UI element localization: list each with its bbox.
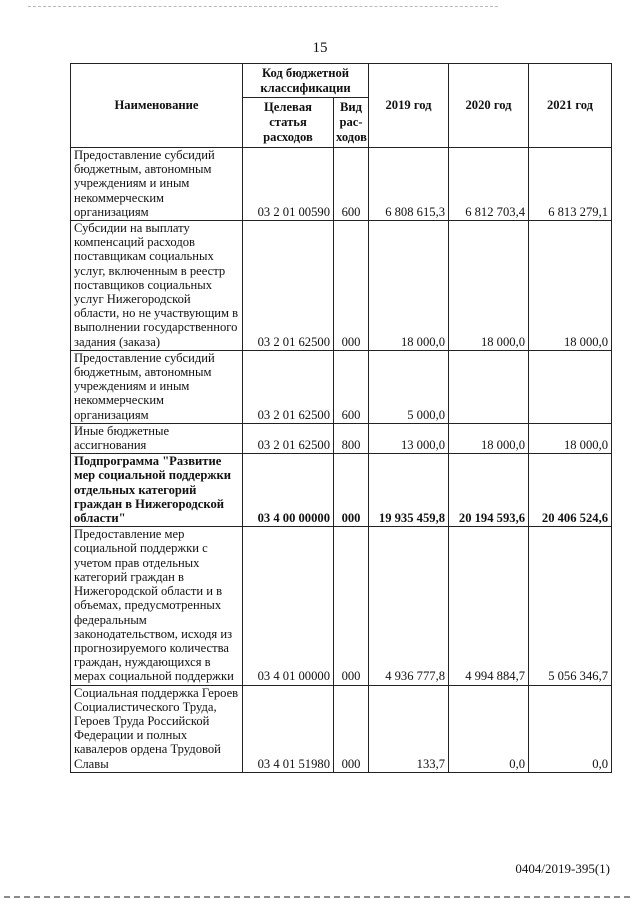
row-kind: 600 [334, 148, 369, 221]
header-year-2020: 2020 год [449, 64, 529, 148]
row-name: Предоставление субсидий бюджетным, автономным учреждениям и иным некоммерческим организациям [71, 148, 243, 221]
header-year-2019: 2019 год [369, 64, 449, 148]
header-code-target: Целевая статья расходов [243, 98, 334, 148]
header-code-kind: Вид рас-ходов [334, 98, 369, 148]
scan-edge-bottom [4, 896, 630, 898]
row-2019: 5 000,0 [369, 350, 449, 423]
row-kind: 000 [334, 527, 369, 685]
row-2020 [449, 350, 529, 423]
row-2020: 20 194 593,6 [449, 454, 529, 527]
row-2019: 4 936 777,8 [369, 527, 449, 685]
table-row [71, 685, 612, 772]
header-row [71, 64, 612, 98]
table-row [71, 350, 612, 423]
row-2021: 18 000,0 [529, 423, 612, 453]
row-code: 03 2 01 62500 [243, 423, 334, 453]
row-2021 [529, 350, 612, 423]
row-2020: 18 000,0 [449, 221, 529, 351]
row-code: 03 2 01 62500 [243, 221, 334, 351]
row-code: 03 4 01 51980 [243, 685, 334, 772]
row-name: Предоставление субсидий бюджетным, автономным учреждениям и иным некоммерческим организациям [71, 350, 243, 423]
row-2020: 6 812 703,4 [449, 148, 529, 221]
row-name: Предоставление мер социальной поддержки с учетом прав отдельных категорий граждан в Нижегородской области и в объемах, предусмотренных федеральным законодательством, исходя из прогнозируемого количества граждан, нуждающихся в мерах социальной поддержки [71, 527, 243, 685]
header-code-group: Код бюджетной классификации [243, 64, 369, 98]
row-kind: 000 [334, 685, 369, 772]
row-kind: 000 [334, 454, 369, 527]
table-row [71, 423, 612, 453]
table-row-subprogram [71, 454, 612, 527]
row-2019: 13 000,0 [369, 423, 449, 453]
table-row [71, 148, 612, 221]
header-year-2021: 2021 год [529, 64, 612, 148]
row-2019: 19 935 459,8 [369, 454, 449, 527]
row-2019: 6 808 615,3 [369, 148, 449, 221]
row-name: Субсидии на выплату компенсаций расходов поставщикам социальных услуг, включенным в реестр поставщиков социальных услуг Нижегородской области, но не участвующим в выполнении государственного задания (заказа) [71, 221, 243, 351]
row-code: 03 2 01 00590 [243, 148, 334, 221]
row-2021: 5 056 346,7 [529, 527, 612, 685]
row-kind: 800 [334, 423, 369, 453]
header-name: Наименование [71, 64, 243, 148]
row-2020: 0,0 [449, 685, 529, 772]
row-2021: 0,0 [529, 685, 612, 772]
row-2020: 18 000,0 [449, 423, 529, 453]
row-name: Подпрограмма "Развитие мер социальной поддержки отдельных категорий граждан в Нижегородской области" [71, 454, 243, 527]
row-code: 03 4 01 00000 [243, 527, 334, 685]
scan-edge-top [28, 6, 498, 7]
row-name: Иные бюджетные ассигнования [71, 423, 243, 453]
row-2019: 133,7 [369, 685, 449, 772]
row-code: 03 4 00 00000 [243, 454, 334, 527]
row-name: Социальная поддержка Героев Социалистического Труда, Героев Труда Российской Федерации и полных кавалеров ордена Трудовой Славы [71, 685, 243, 772]
row-kind: 600 [334, 350, 369, 423]
budget-table [70, 63, 612, 773]
row-2020: 4 994 884,7 [449, 527, 529, 685]
table-row [71, 527, 612, 685]
page-number: 15 [312, 40, 328, 56]
row-2021: 18 000,0 [529, 221, 612, 351]
document-number: 0404/2019-395(1) [515, 861, 610, 876]
row-2019: 18 000,0 [369, 221, 449, 351]
row-2021: 6 813 279,1 [529, 148, 612, 221]
row-code: 03 2 01 62500 [243, 350, 334, 423]
row-kind: 000 [334, 221, 369, 351]
row-2021: 20 406 524,6 [529, 454, 612, 527]
table-row [71, 221, 612, 351]
